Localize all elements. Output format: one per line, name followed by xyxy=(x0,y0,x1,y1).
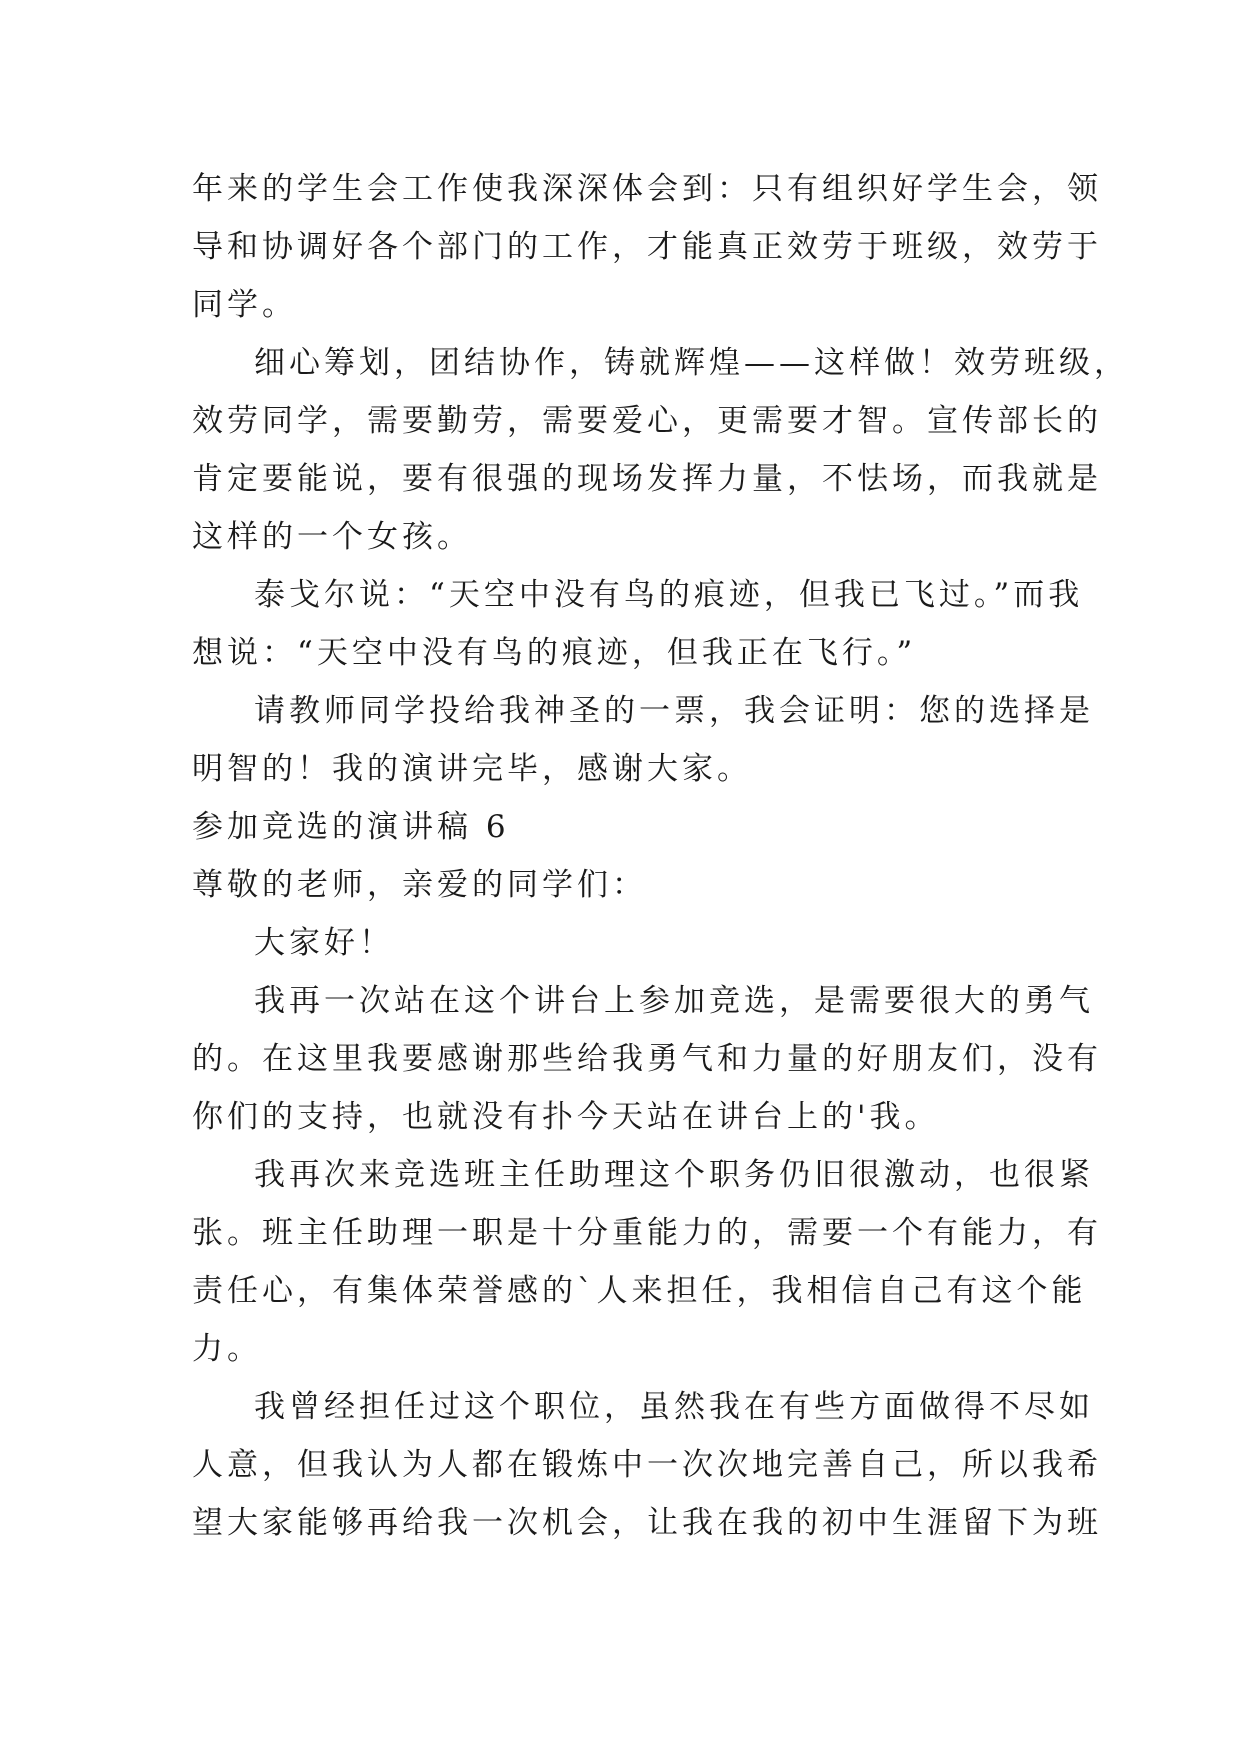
text-line: 张。班主任助理一职是十分重能力的，需要一个有能力，有 xyxy=(192,1215,1102,1251)
text-line: 同学。 xyxy=(192,287,297,323)
paragraph xyxy=(192,566,1084,682)
text-line: 想说：“天空中没有鸟的痕迹，但我正在飞行。” xyxy=(192,635,917,671)
text-line: 请教师同学投给我神圣的一票，我会证明：您的选择是 xyxy=(254,693,1094,729)
paragraph xyxy=(192,334,1129,566)
text-line: 这样的一个女孩。 xyxy=(192,519,472,555)
paragraph xyxy=(192,914,1052,972)
text-line: 效劳同学，需要勤劳，需要爱心，更需要才智。宣传部长的 xyxy=(192,403,1102,439)
text-line: 年来的学生会工作使我深深体会到：只有组织好学生会，领 xyxy=(192,171,1102,207)
text-line: 力。 xyxy=(192,1331,262,1367)
text-line: 的。在这里我要感谢那些给我勇气和力量的好朋友们，没有 xyxy=(192,1041,1102,1077)
text-line: 尊敬的老师，亲爱的同学们： xyxy=(192,867,647,903)
document-body xyxy=(192,160,1129,1552)
text-line: 望大家能够再给我一次机会，让我在我的初中生涯留下为班 xyxy=(192,1505,1102,1541)
text-line: 人意，但我认为人都在锻炼中一次次地完善自己，所以我希 xyxy=(192,1447,1102,1483)
salutation xyxy=(192,856,1052,914)
text-line: 你们的支持，也就没有扑今天站在讲台上的'我。 xyxy=(192,1099,940,1135)
text-line: 参加竞选的演讲稿 6 xyxy=(192,809,510,845)
paragraph xyxy=(192,160,1102,334)
text-line: 我曾经担任过这个职位，虽然我在有些方面做得不尽如 xyxy=(254,1389,1094,1425)
paragraph xyxy=(192,682,1094,798)
text-line: 责任心，有集体荣誉感的`人来担任，我相信自己有这个能 xyxy=(192,1273,1087,1309)
paragraph xyxy=(192,1146,1102,1378)
section-heading xyxy=(192,798,1052,856)
text-line: 泰戈尔说：“天空中没有鸟的痕迹，但我已飞过。”而我 xyxy=(254,577,1084,613)
text-line: 细心筹划，团结协作，铸就辉煌——这样做！效劳班级， xyxy=(254,345,1129,381)
text-line: 大家好！ xyxy=(254,925,394,961)
text-line: 肯定要能说，要有很强的现场发挥力量，不怯场，而我就是 xyxy=(192,461,1102,497)
text-line: 我再一次站在这个讲台上参加竞选，是需要很大的勇气 xyxy=(254,983,1094,1019)
paragraph xyxy=(192,1378,1102,1552)
paragraph xyxy=(192,972,1102,1146)
text-line: 我再次来竞选班主任助理这个职务仍旧很激动，也很紧 xyxy=(254,1157,1094,1193)
text-line: 导和协调好各个部门的工作，才能真正效劳于班级，效劳于 xyxy=(192,229,1102,265)
text-line: 明智的！我的演讲完毕，感谢大家。 xyxy=(192,751,752,787)
